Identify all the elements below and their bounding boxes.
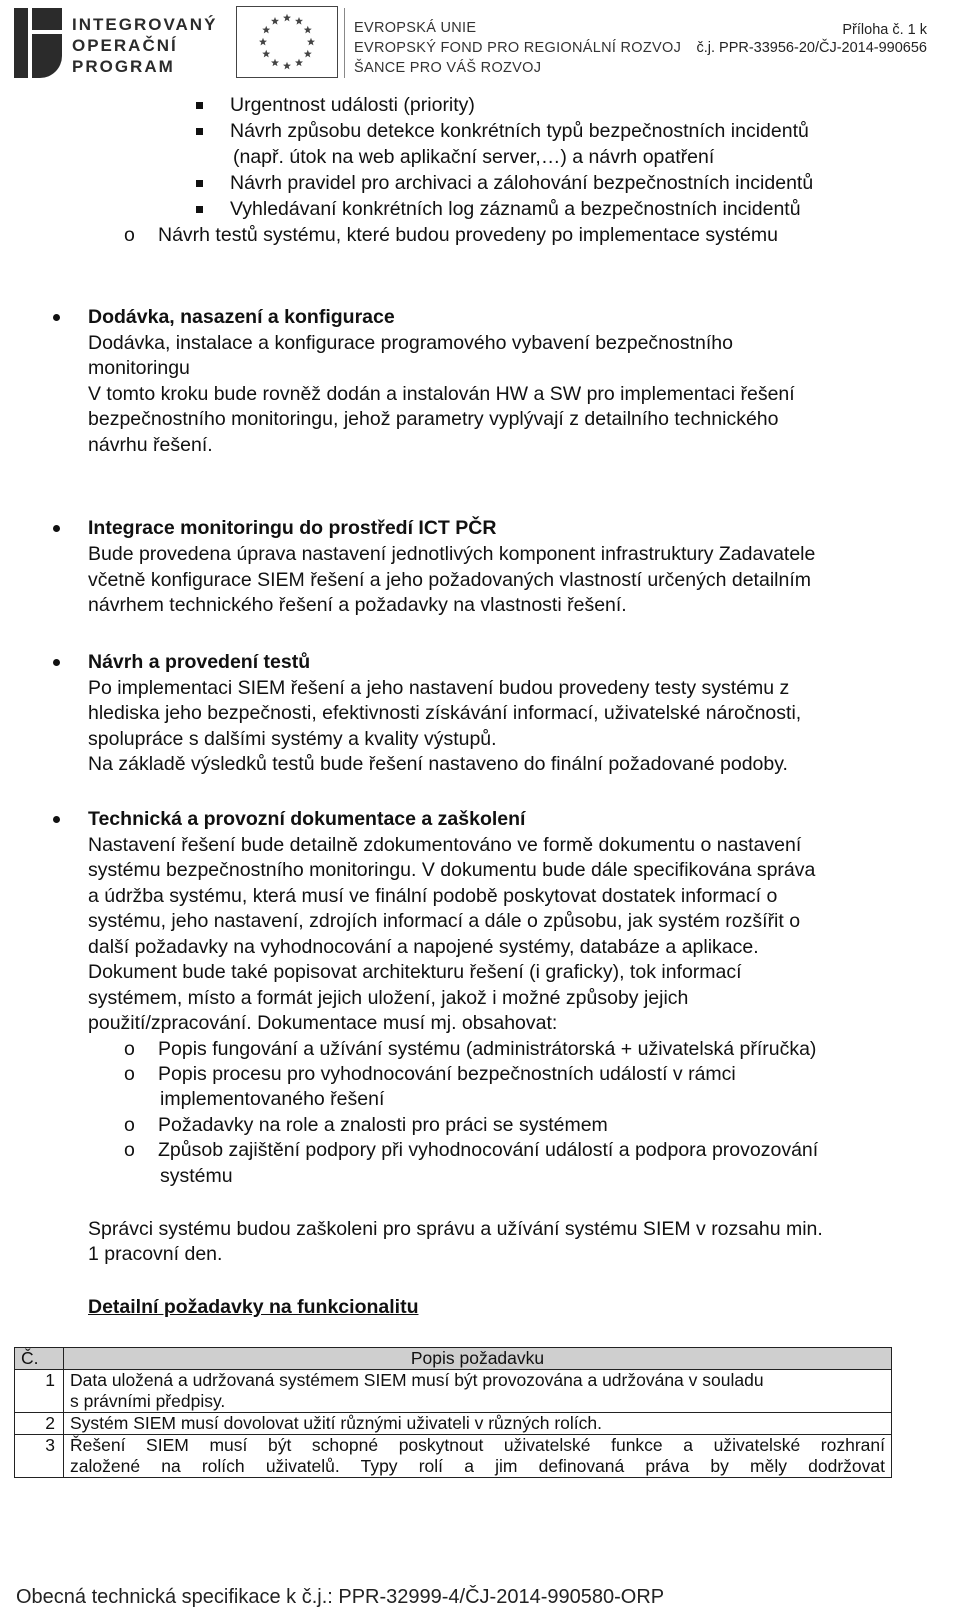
- circle-bullet-icon: o: [124, 224, 135, 246]
- square-bullet-icon: [196, 180, 203, 187]
- table-cell-line: Řešení SIEM musí být schopné poskytnout uživatelské funkce a uživatelské rozhraní: [70, 1435, 885, 1455]
- section-line: bezpečnostního monitoringu, jehož parametry vyplývají z detailního technického: [88, 408, 779, 430]
- section-line: návrhu řešení.: [88, 434, 213, 456]
- list-item: Návrh způsobu detekce konkrétních typů bezpečnostních incidentů: [230, 120, 809, 142]
- table-header-row: [15, 1348, 892, 1370]
- table-cell-line: Data uložená a udržovaná systémem SIEM musí být provozována a udržována v souladu: [70, 1370, 764, 1390]
- eu-star-icon: [283, 62, 291, 70]
- table-cell-desc: [64, 1435, 892, 1478]
- table-cell-num: 3: [15, 1435, 64, 1478]
- section-line: použití/zpracování. Dokumentace musí mj. obsahovat:: [88, 1012, 558, 1034]
- eu-star-icon: [262, 50, 270, 58]
- eu-star-icon: [295, 17, 303, 25]
- bullet-icon: [53, 816, 60, 823]
- section-line: spolupráce s dalšími systémy a kvality výstupů.: [88, 728, 497, 750]
- square-bullet-icon: [196, 128, 203, 135]
- square-bullet-icon: [196, 206, 203, 213]
- page-footer: Obecná technická specifikace k č.j.: PPR-32999-4/ČJ-2014-990580-ORP: [16, 1586, 665, 1608]
- section-line: návrhem technického řešení a požadavky na vlastnosti řešení.: [88, 594, 627, 616]
- section-line: V tomto kroku bude rovněž dodán a instalován HW a SW pro implementaci řešení: [88, 383, 795, 405]
- iop-logo-curve: [32, 34, 62, 78]
- section-line: včetně konfigurace SIEM řešení a jeho požadovaných vlastností určených detailním: [88, 569, 811, 591]
- iop-logo-line-2: OPERAČNÍ: [72, 36, 178, 55]
- section-title: Technická a provozní dokumentace a zaškolení: [88, 808, 526, 830]
- table-row: [15, 1370, 892, 1413]
- eu-star-icon: [262, 26, 270, 34]
- list-item: Návrh testů systému, které budou provedeny po implementace systému: [158, 224, 778, 246]
- eu-logo-line-1: EVROPSKÁ UNIE: [354, 20, 477, 36]
- closing-line: 1 pracovní den.: [88, 1243, 223, 1265]
- section-line: Dokument bude také popisovat architekturu řešení (i graficky), tok informací: [88, 961, 742, 983]
- bullet-icon: [53, 314, 60, 321]
- eu-star-icon: [271, 17, 279, 25]
- table-row: [15, 1435, 892, 1478]
- iop-logo-line-3: PROGRAM: [72, 57, 175, 76]
- table-cell-line: s právními předpisy.: [70, 1391, 226, 1411]
- list-item: Vyhledávaní konkrétních log záznamů a bezpečnostních incidentů: [230, 198, 801, 220]
- square-bullet-icon: [196, 102, 203, 109]
- list-item: Způsob zajištění podpory při vyhodnocování událostí a podpora provozování: [158, 1139, 819, 1161]
- table-cell-line: Systém SIEM musí dovolovat užití různými uživateli v různých rolích.: [70, 1413, 602, 1433]
- table-cell-num: 2: [15, 1413, 64, 1435]
- list-item: Popis procesu pro vyhodnocování bezpečnostních událostí v rámci: [158, 1063, 736, 1085]
- eu-logo-line-3: ŠANCE PRO VÁŠ ROZVOJ: [354, 60, 542, 76]
- list-item-continuation: (např. útok na web aplikační server,…) a návrh opatření: [233, 146, 715, 168]
- eu-star-icon: [271, 59, 279, 67]
- requirements-table: [14, 1347, 892, 1478]
- bullet-icon: [53, 659, 60, 666]
- section-line: Na základě výsledků testů bude řešení nastaveno do finální požadované podoby.: [88, 753, 788, 775]
- eu-logo-line-2: EVROPSKÝ FOND PRO REGIONÁLNÍ ROZVOJ: [354, 40, 682, 56]
- eu-star-icon: [307, 38, 315, 46]
- list-item-continuation: systému: [160, 1165, 233, 1187]
- circle-bullet-icon: o: [124, 1114, 135, 1136]
- circle-bullet-icon: o: [124, 1038, 135, 1060]
- detail-heading: Detailní požadavky na funkcionalitu: [88, 1296, 419, 1318]
- section-line: hlediska jeho bezpečnosti, efektivnosti získávání informací, uživatelské náročnosti,: [88, 702, 802, 724]
- eu-logo-divider: [344, 8, 345, 78]
- section-title: Dodávka, nasazení a konfigurace: [88, 306, 395, 328]
- section-title: Návrh a provedení testů: [88, 651, 311, 673]
- table-header-desc: Popis požadavku: [64, 1348, 892, 1370]
- list-item-continuation: implementovaného řešení: [160, 1088, 385, 1110]
- table-cell-num: 1: [15, 1370, 64, 1413]
- section-line: další požadavky na vyhodnocování a napojené systémy, databáze a aplikace.: [88, 936, 759, 958]
- section-line: Dodávka, instalace a konfigurace programového vybavení bezpečnostního: [88, 332, 733, 354]
- table-cell-line: založené na rolích uživatelů. Typy rolí a jim definovaná práva by měly dodržovat: [70, 1456, 885, 1476]
- section-title: Integrace monitoringu do prostředí ICT PČR: [88, 517, 497, 539]
- section-line: a údržba systému, která musí ve finální podobě poskytovat dostatek informací o: [88, 885, 778, 907]
- eu-star-icon: [259, 38, 267, 46]
- table-cell-desc: [64, 1370, 892, 1413]
- reference-number: č.j. PPR-33956-20/ČJ-2014-990656: [696, 40, 927, 56]
- eu-star-icon: [295, 59, 303, 67]
- eu-flag-icon: [236, 6, 338, 78]
- circle-bullet-icon: o: [124, 1063, 135, 1085]
- eu-star-icon: [304, 26, 312, 34]
- eu-star-icon: [283, 14, 291, 22]
- list-item: Návrh pravidel pro archivaci a zálohování bezpečnostních incidentů: [230, 172, 814, 194]
- eu-star-icon: [304, 50, 312, 58]
- section-line: systémem, místo a formát jejich uložení, jakož i možné způsoby jejich: [88, 987, 689, 1009]
- section-line: Nastavení řešení bude detailně zdokumentováno ve formě dokumentu o nastavení: [88, 834, 802, 856]
- bullet-icon: [53, 525, 60, 532]
- section-line: monitoringu: [88, 357, 190, 379]
- section-line: systému, jeho nastavení, zdrojích informací a dále o způsobu, jak systém rozšířit o: [88, 910, 801, 932]
- iop-logo-block: [32, 8, 62, 30]
- section-line: Po implementaci SIEM řešení a jeho nastavení budou provedeny testy systému z: [88, 677, 790, 699]
- closing-line: Správci systému budou zaškoleni pro správu a užívání systému SIEM v rozsahu min.: [88, 1218, 823, 1240]
- table-row: [15, 1413, 892, 1435]
- attachment-label: Příloha č. 1 k: [842, 22, 927, 38]
- circle-bullet-icon: o: [124, 1139, 135, 1161]
- section-line: Bude provedena úprava nastavení jednotlivých komponent infrastruktury Zadavatele: [88, 543, 816, 565]
- list-item: Urgentnost události (priority): [230, 94, 475, 116]
- table-header-num: Č.: [15, 1348, 64, 1370]
- iop-logo-line-1: INTEGROVANÝ: [72, 15, 218, 34]
- table-cell-desc: [64, 1413, 892, 1435]
- section-line: systému bezpečnostního monitoringu. V dokumentu bude dále specifikována správa: [88, 859, 816, 881]
- list-item: Požadavky na role a znalosti pro práci se systémem: [158, 1114, 608, 1136]
- list-item: Popis fungování a užívání systému (administrátorská + uživatelská příručka): [158, 1038, 817, 1060]
- iop-logo-bar: [14, 8, 28, 78]
